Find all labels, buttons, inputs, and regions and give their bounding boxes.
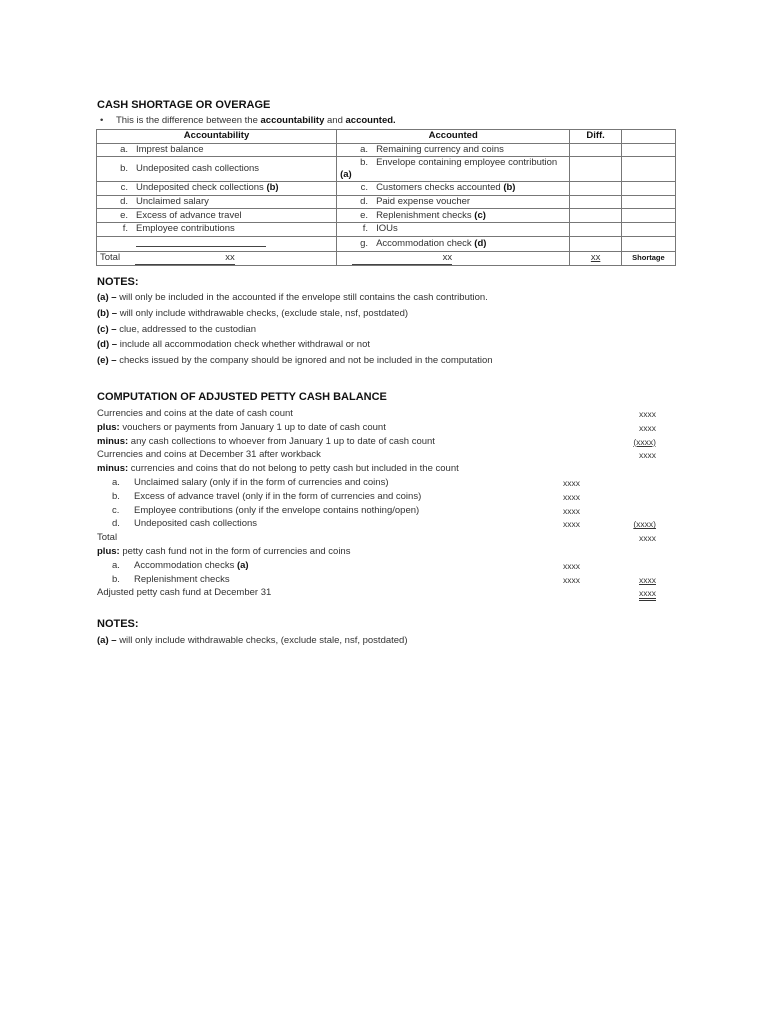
bullet-bold-2: accounted. — [345, 115, 396, 126]
note-tag: (e) — [97, 355, 109, 367]
right-value: xxxx — [639, 422, 656, 433]
accountability-cell — [97, 182, 337, 196]
item-text: Replenishment checks — [376, 209, 475, 221]
mid-value: xxxx — [563, 491, 580, 502]
right-value: xxxx — [639, 409, 656, 419]
note-tag: (d) — [97, 339, 110, 351]
note-text: clue, addressed to the custodian — [119, 323, 256, 335]
diff-cell — [570, 222, 621, 236]
right-value: xxxx — [639, 588, 656, 601]
computation-line — [97, 463, 459, 474]
line-keyword: minus: — [97, 435, 129, 447]
note-item — [97, 324, 256, 335]
accountability-cell — [97, 236, 337, 251]
item-letter: c. — [120, 182, 128, 194]
diff-cell — [570, 209, 621, 223]
total-diff-cell — [570, 251, 621, 265]
note-item — [97, 339, 370, 350]
total-left-value: xx — [135, 252, 235, 265]
note-dash: – — [108, 292, 120, 303]
notes-title: NOTES: — [97, 276, 139, 288]
table-row — [97, 236, 676, 251]
extra-cell — [621, 143, 675, 157]
item-letter: b. — [120, 163, 128, 175]
item-text: Undeposited cash collections — [136, 163, 260, 175]
note-dash: – — [108, 323, 120, 335]
item-letter: d. — [120, 196, 128, 208]
line-text: Currencies and coins at the date of cash count — [97, 408, 293, 419]
computation-line — [112, 491, 421, 502]
item-text: Employee contributions — [136, 223, 235, 235]
note-item — [97, 355, 493, 366]
extra-cell — [621, 209, 675, 223]
header-extra — [621, 130, 675, 144]
diff-cell — [570, 157, 621, 182]
line-text: Currencies and coins at December 31 after workback — [97, 449, 321, 461]
item-text: Excess of advance travel — [136, 209, 242, 221]
table-row — [97, 143, 676, 157]
total-cell — [97, 251, 337, 265]
computation-line — [97, 532, 117, 543]
accountability-table — [96, 129, 676, 266]
note-tag: (a) — [97, 635, 109, 646]
accounted-cell — [337, 182, 570, 196]
computation-line — [112, 574, 230, 585]
item-tag: (a) — [340, 169, 352, 181]
mid-value: xxxx — [563, 560, 580, 571]
accounted-cell — [337, 143, 570, 157]
line-keyword: plus: — [97, 546, 120, 557]
diff-cell — [570, 143, 621, 157]
accountability-cell — [97, 195, 337, 209]
item-text: IOUs — [376, 223, 398, 235]
item-tag: (c) — [474, 209, 486, 221]
mid-value: xxxx — [563, 519, 580, 530]
right-value: (xxxx) — [633, 436, 656, 447]
total-right-value: xx — [352, 252, 452, 265]
line-text: Employee contributions (only if the envelope contains nothing/open) — [134, 504, 420, 516]
item-letter: e. — [120, 209, 128, 221]
item-letter: b. — [112, 573, 120, 585]
header-accountability: Accountability — [97, 130, 337, 144]
item-tag: (b) — [503, 182, 516, 194]
accountability-cell — [97, 143, 337, 157]
extra-cell — [621, 157, 675, 182]
computation-line — [97, 587, 271, 598]
item-text: Unclaimed salary — [136, 196, 209, 208]
note-tag: (b) — [97, 307, 110, 319]
item-letter: d. — [360, 196, 369, 208]
item-text: Envelope containing employee contribution — [376, 157, 558, 169]
notes2-title: NOTES: — [97, 618, 139, 630]
line-text: Accommodation checks — [134, 559, 237, 571]
note-text: will only include withdrawable checks, (exclude stale, nsf, postdated) — [119, 635, 408, 646]
item-letter: f. — [362, 223, 369, 235]
right-value: xxxx — [639, 450, 656, 461]
item-letter: g. — [360, 237, 369, 249]
bullet-bold-1: accountability — [260, 115, 325, 126]
item-letter: e. — [360, 209, 369, 221]
line-text: currencies and coins that do not belong to petty cash but included in the count — [128, 463, 459, 475]
computation-line — [97, 422, 386, 433]
item-letter: a. — [120, 143, 128, 155]
table-row — [97, 182, 676, 196]
diff-cell — [570, 236, 621, 251]
item-letter: a. — [112, 477, 120, 488]
section-title: CASH SHORTAGE OR OVERAGE — [97, 99, 271, 111]
computation-line — [97, 408, 293, 419]
header-accounted: Accounted — [337, 130, 570, 144]
line-text: any cash collections to whoever from January 1 up to date of cash count — [128, 435, 435, 447]
line-text: Replenishment checks — [134, 573, 230, 585]
item-letter: a. — [360, 143, 369, 155]
right-value: xxxx — [639, 574, 656, 585]
item-letter: c. — [360, 182, 369, 194]
extra-cell — [621, 195, 675, 209]
line-tag: (a) — [236, 559, 249, 571]
accounted-cell — [337, 236, 570, 251]
item-text: Remaining currency and coins — [376, 143, 504, 155]
note-item — [97, 635, 408, 646]
extra-cell — [621, 182, 675, 196]
computation-line — [97, 546, 350, 557]
table-total-row — [97, 251, 676, 265]
line-keyword: plus: — [97, 421, 120, 433]
item-text: Undeposited check collections — [136, 182, 267, 194]
table-row — [97, 195, 676, 209]
total-accounted-cell — [337, 251, 570, 265]
accounted-cell — [337, 195, 570, 209]
note-dash: – — [109, 307, 120, 319]
line-text: Excess of advance travel (only if in the form of currencies and coins) — [134, 490, 422, 502]
mid-value: xxxx — [563, 505, 580, 516]
line-keyword: minus: — [97, 463, 129, 475]
line-text: Unclaimed salary (only if in the form of currencies and coins) — [134, 477, 389, 488]
bullet-icon: • — [100, 115, 104, 126]
bullet-line — [100, 115, 396, 126]
line-text: Undeposited cash collections — [134, 518, 258, 530]
table-header-row — [97, 130, 676, 144]
table-row — [97, 157, 676, 182]
blank-line — [136, 237, 266, 247]
item-text: Imprest balance — [136, 143, 204, 155]
computation-line — [97, 436, 435, 447]
total-shortage-label: Shortage — [621, 251, 675, 265]
extra-cell — [621, 222, 675, 236]
bullet-text-pre: This is the difference between the — [115, 115, 261, 126]
note-item — [97, 308, 408, 319]
table-row — [97, 222, 676, 236]
mid-value: xxxx — [563, 574, 580, 585]
note-dash: – — [109, 339, 120, 351]
diff-cell — [570, 195, 621, 209]
table-row — [97, 209, 676, 223]
item-letter: d. — [112, 518, 120, 530]
accountability-cell — [97, 157, 337, 182]
accountability-cell — [97, 222, 337, 236]
accounted-cell — [337, 209, 570, 223]
header-diff: Diff. — [570, 130, 621, 144]
accountability-cell — [97, 209, 337, 223]
note-text: include all accommodation check whether withdrawal or not — [119, 339, 370, 351]
note-dash: – — [108, 355, 120, 367]
item-text: Customers checks accounted — [376, 182, 504, 194]
mid-value: xxxx — [563, 478, 580, 488]
computation-line — [97, 449, 321, 460]
total-diff-value: xx — [590, 252, 601, 264]
accounted-cell — [337, 157, 570, 182]
diff-cell — [570, 182, 621, 196]
note-text: checks issued by the company should be ignored and not be included in the computation — [119, 355, 493, 367]
total-label: Total — [100, 251, 121, 263]
computation-line — [112, 505, 419, 516]
right-value: (xxxx) — [633, 519, 656, 530]
right-value: xxxx — [639, 533, 656, 544]
item-letter: b. — [112, 490, 120, 502]
accounted-cell — [337, 222, 570, 236]
item-letter: f. — [122, 223, 128, 235]
computation-line — [112, 477, 389, 488]
bullet-text-mid: and — [324, 115, 346, 126]
item-text: Accommodation check — [376, 237, 475, 249]
item-text: Paid expense voucher — [376, 196, 471, 208]
note-item — [97, 292, 488, 303]
computation-title: COMPUTATION OF ADJUSTED PETTY CASH BALANCE — [97, 391, 387, 403]
line-text: Total — [97, 532, 118, 544]
note-tag: (c) — [97, 323, 109, 335]
line-text: Adjusted petty cash fund at December 31 — [97, 587, 272, 599]
computation-line — [112, 518, 257, 529]
note-dash: – — [108, 635, 120, 646]
item-letter: c. — [112, 504, 120, 516]
line-text: vouchers or payments from January 1 up to date of cash count — [119, 421, 386, 433]
note-tag: (a) — [97, 292, 109, 303]
line-text: petty cash fund not in the form of currencies and coins — [119, 546, 351, 557]
extra-cell — [621, 236, 675, 251]
item-tag: (b) — [266, 182, 279, 194]
note-text: will only be included in the accounted if the envelope still contains the cash contribution. — [119, 292, 488, 303]
item-letter: a. — [112, 559, 120, 571]
item-letter: b. — [360, 157, 369, 169]
item-tag: (d) — [474, 237, 487, 249]
computation-line — [112, 560, 249, 571]
note-text: will only include withdrawable checks, (exclude stale, nsf, postdated) — [119, 307, 409, 319]
